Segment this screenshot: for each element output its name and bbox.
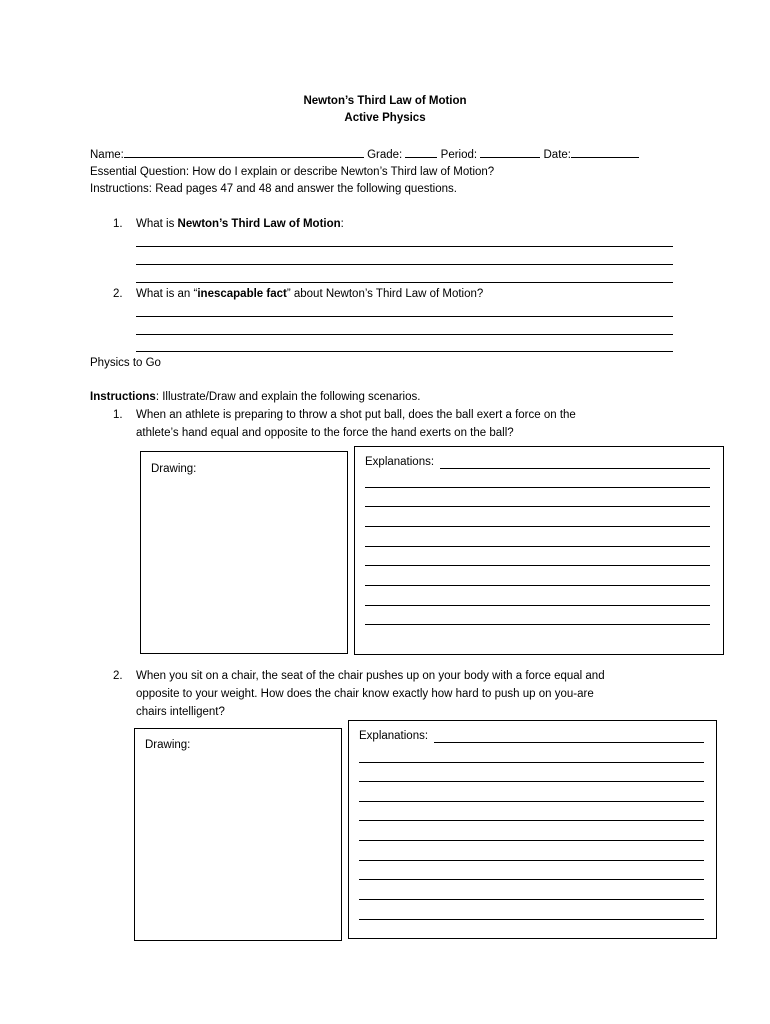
period-label: Period:	[440, 149, 478, 161]
date-blank[interactable]	[571, 147, 639, 158]
explanation-label: Explanations:	[359, 730, 429, 742]
explanation-label: Explanations:	[365, 456, 435, 468]
question-text	[136, 286, 483, 302]
explanation-box[interactable]	[354, 446, 724, 655]
question-prefix: What is an “	[136, 288, 198, 300]
explanation-line[interactable]	[359, 762, 704, 763]
explanation-line[interactable]	[359, 860, 704, 861]
explanation-line[interactable]	[359, 840, 704, 841]
question-suffix: :	[340, 218, 344, 230]
explanation-box[interactable]	[348, 720, 717, 939]
reading-instructions: Instructions: Read pages 47 and 48 and answer the following questions.	[90, 183, 457, 195]
answer-line[interactable]	[136, 316, 673, 317]
explanation-line[interactable]	[365, 605, 710, 606]
scenario-text-line: chairs intelligent?	[136, 706, 225, 718]
explanation-line[interactable]	[365, 546, 710, 547]
drawing-label: Drawing:	[145, 739, 191, 751]
explanation-line[interactable]	[365, 585, 710, 586]
essential-question: Essential Question: How do I explain or describe Newton’s Third law of Motion?	[90, 166, 495, 178]
explanation-line[interactable]	[359, 879, 704, 880]
question-suffix: ” about Newton’s Third Law of Motion?	[286, 288, 484, 300]
explanation-line[interactable]	[359, 899, 704, 900]
answer-line[interactable]	[136, 264, 673, 265]
name-label: Name:	[90, 149, 124, 161]
answer-line[interactable]	[136, 246, 673, 247]
worksheet-title: Newton’s Third Law of Motion	[303, 95, 467, 107]
grade-blank[interactable]	[405, 147, 437, 158]
scenario-text-line: athlete’s hand equal and opposite to the force the hand exerts on the ball?	[136, 427, 514, 439]
question-number: 2.	[113, 288, 123, 300]
instructions-text: : Illustrate/Draw and explain the following scenarios.	[155, 391, 421, 403]
question-text	[136, 216, 344, 232]
explanation-line[interactable]	[434, 742, 704, 743]
name-blank[interactable]	[124, 147, 364, 158]
date-label: Date:	[543, 149, 571, 161]
scenario-instructions	[90, 389, 420, 405]
drawing-box[interactable]	[140, 451, 348, 654]
name-grade-period-date-row	[90, 147, 639, 163]
period-blank[interactable]	[480, 147, 540, 158]
instructions-label: Instructions	[90, 391, 156, 403]
drawing-box[interactable]	[134, 728, 342, 941]
answer-line[interactable]	[136, 282, 673, 283]
question-bold-term: inescapable fact	[197, 288, 287, 300]
explanation-line[interactable]	[365, 526, 710, 527]
scenario-text-line: opposite to your weight. How does the chair know exactly how hard to push up on you-are	[136, 688, 594, 700]
worksheet-subtitle: Active Physics	[344, 112, 426, 124]
question-number: 1.	[113, 218, 123, 230]
explanation-line[interactable]	[440, 468, 710, 469]
explanation-line[interactable]	[359, 919, 704, 920]
question-prefix: What is	[136, 218, 178, 230]
scenario-text-line: When you sit on a chair, the seat of the chair pushes up on your body with a force equal and	[136, 670, 605, 682]
scenario-text-line: When an athlete is preparing to throw a shot put ball, does the ball exert a force on the	[136, 409, 576, 421]
explanation-line[interactable]	[365, 624, 710, 625]
answer-line[interactable]	[136, 334, 673, 335]
drawing-label: Drawing:	[151, 463, 197, 475]
scenario-number: 1.	[113, 409, 123, 421]
question-bold-term: Newton’s Third Law of Motion	[177, 218, 341, 230]
scenario-number: 2.	[113, 670, 123, 682]
explanation-line[interactable]	[359, 820, 704, 821]
explanation-line[interactable]	[359, 801, 704, 802]
explanation-line[interactable]	[365, 565, 710, 566]
explanation-line[interactable]	[359, 781, 704, 782]
explanation-line[interactable]	[365, 487, 710, 488]
explanation-line[interactable]	[365, 506, 710, 507]
answer-line[interactable]	[136, 351, 673, 352]
grade-label: Grade:	[367, 149, 403, 161]
section-title: Physics to Go	[90, 357, 161, 369]
